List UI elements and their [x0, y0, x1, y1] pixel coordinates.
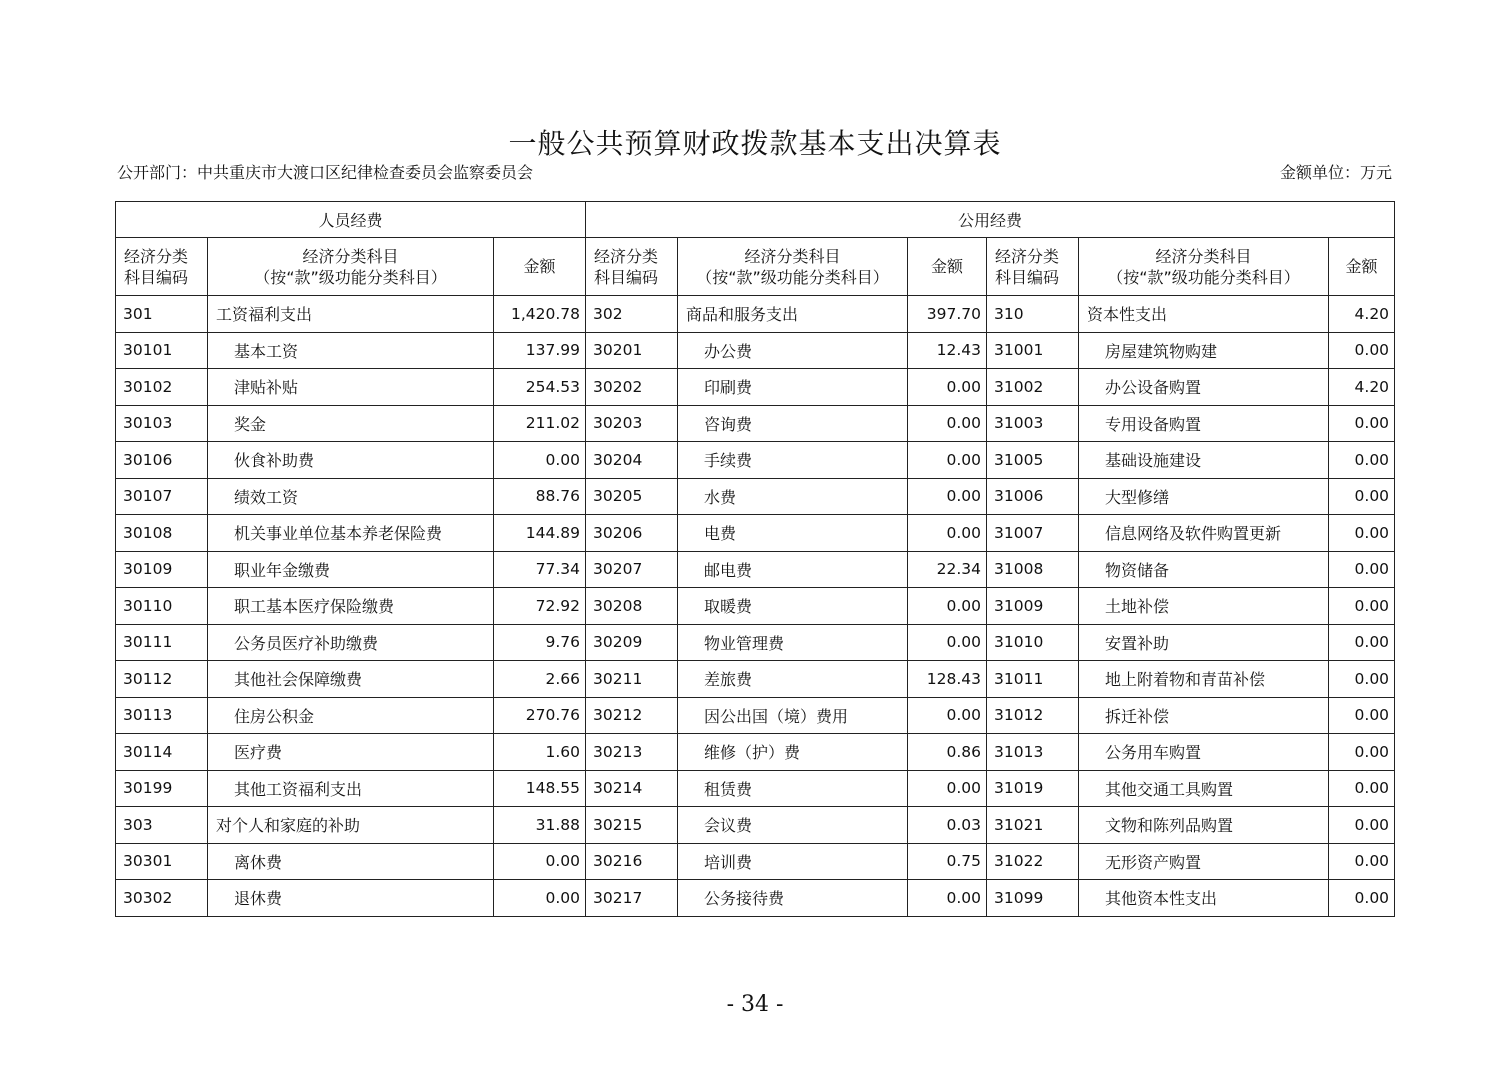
- name-cell: 会议费: [678, 807, 908, 844]
- name-cell: 其他社会保障缴费: [208, 661, 494, 698]
- amount-cell: 4.20: [1329, 296, 1395, 333]
- code-cell: 30111: [116, 624, 208, 661]
- header-name: 经济分类科目 （按“款”级功能分类科目）: [678, 238, 908, 296]
- name-cell: 职业年金缴费: [208, 551, 494, 588]
- code-cell: 31099: [987, 880, 1079, 917]
- amount-cell: 0.00: [908, 697, 987, 734]
- name-cell: 安置补助: [1079, 624, 1329, 661]
- name-cell: 专用设备购置: [1079, 405, 1329, 442]
- code-cell: 301: [116, 296, 208, 333]
- header-amount: 金额: [494, 238, 586, 296]
- table-body: [116, 296, 1395, 917]
- code-cell: 30203: [586, 405, 678, 442]
- amount-cell: 4.20: [1329, 369, 1395, 406]
- code-cell: 30107: [116, 478, 208, 515]
- code-cell: 30103: [116, 405, 208, 442]
- table-row: [116, 551, 1395, 588]
- code-cell: 30109: [116, 551, 208, 588]
- code-cell: 31012: [987, 697, 1079, 734]
- amount-cell: 0.00: [1329, 770, 1395, 807]
- header-code: 经济分类 科目编码: [586, 238, 678, 296]
- table-row: [116, 807, 1395, 844]
- amount-cell: 0.00: [908, 624, 987, 661]
- code-cell: 31022: [987, 843, 1079, 880]
- name-cell: 拆迁补偿: [1079, 697, 1329, 734]
- name-cell: 机关事业单位基本养老保险费: [208, 515, 494, 552]
- amount-cell: 0.00: [1329, 478, 1395, 515]
- code-cell: 30208: [586, 588, 678, 625]
- name-cell: 对个人和家庭的补助: [208, 807, 494, 844]
- code-cell: 30213: [586, 734, 678, 771]
- amount-cell: 0.00: [1329, 697, 1395, 734]
- table-row: [116, 515, 1395, 552]
- amount-cell: 0.00: [1329, 661, 1395, 698]
- amount-cell: 0.75: [908, 843, 987, 880]
- code-cell: 31005: [987, 442, 1079, 479]
- amount-cell: 148.55: [494, 770, 586, 807]
- code-cell: 30206: [586, 515, 678, 552]
- group-header-row: [116, 202, 1395, 238]
- department-label: 公开部门：中共重庆市大渡口区纪律检查委员会监察委员会: [117, 163, 534, 182]
- table-row: [116, 405, 1395, 442]
- code-cell: 30209: [586, 624, 678, 661]
- name-cell: 物业管理费: [678, 624, 908, 661]
- code-cell: 30112: [116, 661, 208, 698]
- amount-cell: 0.00: [1329, 405, 1395, 442]
- name-cell: 邮电费: [678, 551, 908, 588]
- table-row: [116, 332, 1395, 369]
- amount-cell: 211.02: [494, 405, 586, 442]
- amount-cell: 31.88: [494, 807, 586, 844]
- name-cell: 土地补偿: [1079, 588, 1329, 625]
- name-cell: 职工基本医疗保险缴费: [208, 588, 494, 625]
- amount-cell: 0.00: [494, 880, 586, 917]
- code-cell: 30214: [586, 770, 678, 807]
- code-cell: 30215: [586, 807, 678, 844]
- amount-cell: 0.00: [1329, 332, 1395, 369]
- amount-cell: 254.53: [494, 369, 586, 406]
- name-cell: 差旅费: [678, 661, 908, 698]
- name-cell: 公务员医疗补助缴费: [208, 624, 494, 661]
- code-cell: 30101: [116, 332, 208, 369]
- amount-cell: 0.00: [908, 478, 987, 515]
- amount-cell: 0.86: [908, 734, 987, 771]
- table-row: [116, 296, 1395, 333]
- name-cell: 基本工资: [208, 332, 494, 369]
- code-cell: 31021: [987, 807, 1079, 844]
- name-cell: 资本性支出: [1079, 296, 1329, 333]
- name-cell: 文物和陈列品购置: [1079, 807, 1329, 844]
- amount-cell: 0.00: [908, 442, 987, 479]
- code-cell: 31019: [987, 770, 1079, 807]
- code-cell: 30204: [586, 442, 678, 479]
- name-cell: 无形资产购置: [1079, 843, 1329, 880]
- table-row: [116, 880, 1395, 917]
- amount-cell: 0.00: [908, 880, 987, 917]
- code-cell: 30302: [116, 880, 208, 917]
- name-cell: 租赁费: [678, 770, 908, 807]
- table-row: [116, 734, 1395, 771]
- name-cell: 基础设施建设: [1079, 442, 1329, 479]
- name-cell: 其他交通工具购置: [1079, 770, 1329, 807]
- name-cell: 住房公积金: [208, 697, 494, 734]
- amount-cell: 0.03: [908, 807, 987, 844]
- table-row: [116, 588, 1395, 625]
- code-cell: 30201: [586, 332, 678, 369]
- name-cell: 因公出国（境）费用: [678, 697, 908, 734]
- amount-cell: 0.00: [1329, 442, 1395, 479]
- name-cell: 离休费: [208, 843, 494, 880]
- amount-cell: 0.00: [1329, 734, 1395, 771]
- header-code: 经济分类 科目编码: [987, 238, 1079, 296]
- name-cell: 咨询费: [678, 405, 908, 442]
- amount-cell: 137.99: [494, 332, 586, 369]
- amount-cell: 0.00: [1329, 624, 1395, 661]
- amount-cell: 0.00: [908, 405, 987, 442]
- code-cell: 31001: [987, 332, 1079, 369]
- code-cell: 30205: [586, 478, 678, 515]
- group-public: 公用经费: [586, 202, 1395, 238]
- amount-cell: 144.89: [494, 515, 586, 552]
- amount-cell: 0.00: [494, 843, 586, 880]
- name-cell: 其他资本性支出: [1079, 880, 1329, 917]
- name-cell: 水费: [678, 478, 908, 515]
- column-header-row: [116, 238, 1395, 296]
- code-cell: 31006: [987, 478, 1079, 515]
- code-cell: 303: [116, 807, 208, 844]
- table-row: [116, 697, 1395, 734]
- name-cell: 信息网络及软件购置更新: [1079, 515, 1329, 552]
- code-cell: 31011: [987, 661, 1079, 698]
- amount-cell: 0.00: [908, 369, 987, 406]
- code-cell: 302: [586, 296, 678, 333]
- name-cell: 办公设备购置: [1079, 369, 1329, 406]
- header-name: 经济分类科目 （按“款”级功能分类科目）: [208, 238, 494, 296]
- page-number: - 34 -: [726, 992, 784, 1017]
- amount-cell: 0.00: [1329, 588, 1395, 625]
- code-cell: 30216: [586, 843, 678, 880]
- name-cell: 绩效工资: [208, 478, 494, 515]
- amount-cell: 0.00: [908, 515, 987, 552]
- name-cell: 公务接待费: [678, 880, 908, 917]
- name-cell: 津贴补贴: [208, 369, 494, 406]
- table-row: [116, 478, 1395, 515]
- amount-cell: 0.00: [494, 442, 586, 479]
- unit-label: 金额单位：万元: [1279, 163, 1392, 182]
- amount-cell: 12.43: [908, 332, 987, 369]
- code-cell: 30207: [586, 551, 678, 588]
- name-cell: 取暖费: [678, 588, 908, 625]
- group-personnel: 人员经费: [116, 202, 586, 238]
- code-cell: 31009: [987, 588, 1079, 625]
- amount-cell: 72.92: [494, 588, 586, 625]
- header-amount: 金额: [908, 238, 987, 296]
- amount-cell: 270.76: [494, 697, 586, 734]
- code-cell: 30217: [586, 880, 678, 917]
- code-cell: 30211: [586, 661, 678, 698]
- amount-cell: 0.00: [1329, 843, 1395, 880]
- table-row: [116, 442, 1395, 479]
- code-cell: 30212: [586, 697, 678, 734]
- code-cell: 30114: [116, 734, 208, 771]
- code-cell: 30202: [586, 369, 678, 406]
- name-cell: 地上附着物和青苗补偿: [1079, 661, 1329, 698]
- amount-cell: 9.76: [494, 624, 586, 661]
- code-cell: 31003: [987, 405, 1079, 442]
- amount-cell: 22.34: [908, 551, 987, 588]
- name-cell: 电费: [678, 515, 908, 552]
- amount-cell: 0.00: [1329, 515, 1395, 552]
- code-cell: 31010: [987, 624, 1079, 661]
- name-cell: 物资储备: [1079, 551, 1329, 588]
- code-cell: 310: [987, 296, 1079, 333]
- table-row: [116, 624, 1395, 661]
- code-cell: 31002: [987, 369, 1079, 406]
- name-cell: 手续费: [678, 442, 908, 479]
- name-cell: 医疗费: [208, 734, 494, 771]
- code-cell: 31007: [987, 515, 1079, 552]
- code-cell: 30102: [116, 369, 208, 406]
- amount-cell: 1.60: [494, 734, 586, 771]
- name-cell: 印刷费: [678, 369, 908, 406]
- name-cell: 奖金: [208, 405, 494, 442]
- code-cell: 30199: [116, 770, 208, 807]
- code-cell: 30301: [116, 843, 208, 880]
- name-cell: 公务用车购置: [1079, 734, 1329, 771]
- name-cell: 其他工资福利支出: [208, 770, 494, 807]
- table-row: [116, 843, 1395, 880]
- amount-cell: 0.00: [1329, 551, 1395, 588]
- amount-cell: 0.00: [908, 770, 987, 807]
- name-cell: 大型修缮: [1079, 478, 1329, 515]
- expenditure-table: [115, 201, 1395, 917]
- name-cell: 房屋建筑物购建: [1079, 332, 1329, 369]
- name-cell: 工资福利支出: [208, 296, 494, 333]
- name-cell: 维修（护）费: [678, 734, 908, 771]
- header-name: 经济分类科目 （按“款”级功能分类科目）: [1079, 238, 1329, 296]
- name-cell: 退休费: [208, 880, 494, 917]
- name-cell: 伙食补助费: [208, 442, 494, 479]
- code-cell: 30106: [116, 442, 208, 479]
- amount-cell: 1,420.78: [494, 296, 586, 333]
- page-title: 一般公共预算财政拨款基本支出决算表: [508, 127, 1002, 160]
- amount-cell: 397.70: [908, 296, 987, 333]
- code-cell: 30113: [116, 697, 208, 734]
- code-cell: 31013: [987, 734, 1079, 771]
- amount-cell: 128.43: [908, 661, 987, 698]
- code-cell: 30110: [116, 588, 208, 625]
- name-cell: 商品和服务支出: [678, 296, 908, 333]
- amount-cell: 77.34: [494, 551, 586, 588]
- header-amount: 金额: [1329, 238, 1395, 296]
- name-cell: 办公费: [678, 332, 908, 369]
- table-row: [116, 661, 1395, 698]
- amount-cell: 0.00: [1329, 807, 1395, 844]
- amount-cell: 0.00: [1329, 880, 1395, 917]
- table-row: [116, 369, 1395, 406]
- header-code: 经济分类 科目编码: [116, 238, 208, 296]
- amount-cell: 88.76: [494, 478, 586, 515]
- code-cell: 31008: [987, 551, 1079, 588]
- code-cell: 30108: [116, 515, 208, 552]
- amount-cell: 0.00: [908, 588, 987, 625]
- name-cell: 培训费: [678, 843, 908, 880]
- amount-cell: 2.66: [494, 661, 586, 698]
- table-row: [116, 770, 1395, 807]
